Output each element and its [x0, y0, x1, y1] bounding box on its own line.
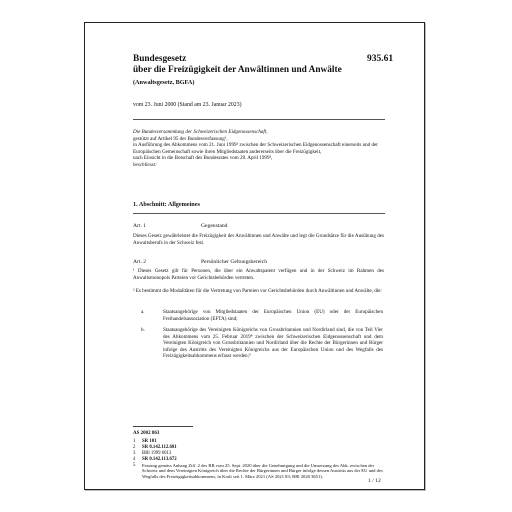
- footnote-number: 1: [133, 439, 136, 444]
- law-title-line-2: über die Freizügigkeit der Anwältinnen und Anwälte: [133, 65, 342, 75]
- preamble-line-1: gestützt auf Artikel 95 der Bundesverfassung¹,: [133, 135, 228, 142]
- list-item-letter: a.: [141, 309, 145, 315]
- official-compilation-ref: AS 2002 863: [133, 431, 160, 436]
- date-line: vom 23. Juni 2000 (Stand am 23. Januar 2023): [133, 102, 242, 108]
- preamble-closing: beschliesst:: [133, 161, 157, 168]
- footnote-text: BBl 1999 6013: [142, 451, 172, 456]
- document-page: [84, 22, 425, 490]
- footnote-number: 3: [133, 451, 136, 456]
- document-number: 935.61: [367, 54, 394, 64]
- footnote-number: 2: [133, 445, 136, 450]
- article-2-paragraph-2: ² Es bestimmt die Modalitäten für die Vertretung von Parteien vor Gerichtsbehörden durch Anwältinnen und Anwälte, die:: [133, 288, 382, 294]
- short-title: (Anwaltsgesetz, BGFA): [133, 79, 195, 86]
- preamble-line-3: nach Einsicht in die Botschaft des Bundesrates vom 28. April 1999³,: [133, 155, 273, 161]
- list-item-text: Staatsangehörige von Mitgliedstaaten der Europäischen Union (EU) oder der Europäischen Freihandelsassoziation (EFTA) sind;: [163, 309, 383, 322]
- article-1-label: Art. 1: [133, 223, 147, 229]
- footnote-number: 4: [133, 457, 136, 462]
- footnote-text: SR 0.142.112.681: [142, 445, 177, 450]
- header-divider: [133, 119, 385, 120]
- law-title-line-1: Bundesgesetz: [133, 54, 187, 64]
- list-item-text: Staatsangehörige des Vereinigten Königreichs von Grossbritannien und Nordirland sind, die von Teil Vier des Abkommens vom 25. Februar 2019⁴ zwischen der Schweizerischen Eidgenossenschaft und dem Vereinigten Königreich von Grossbritannien und Nordirland über die Rechte der Bürgerinnen und Bürger infolge des Austritts des Vereinigten Königreichs aus der Europäischen Union und des Wegfalls des Freizügigkeitsabkommens erfasst werden;⁵: [163, 327, 383, 359]
- section-divider: [133, 213, 385, 214]
- article-2-title: Persönlicher Geltungsbereich: [201, 259, 268, 265]
- article-1-text: Dieses Gesetz gewährleistet die Freizügigkeit der Anwältinnen und Anwälte und legt die Grundsätze für die Ausübung des Anwaltsberufs in der Schweiz fest.: [133, 233, 384, 246]
- footnote-text: SR 0.142.113.672: [142, 457, 177, 462]
- preamble-intro: Die Bundesversammlung der Schweizerischen Eidgenossenschaft,: [133, 129, 268, 135]
- footnote-divider: [133, 426, 193, 427]
- page-number: 1 / 12: [368, 478, 381, 484]
- preamble: [133, 129, 383, 168]
- footnote-text: SR 101: [142, 439, 157, 444]
- footnote-text: Fassung gemäss Anhang Ziff. 2 des BB vom 25. Sept. 2020 über die Genehmigung und die Umsetzung des Abk. zwischen der Schweiz und dem Vereinigten Königreich über die Rechte der Bürgerinnen und Bürger infolge dessen Austritts aus der EU und des Wegfalls des Freizügigkeitsabkommens, in Kraft seit 1. März 2021 (AS 2021 83; BBl 2020 3651).: [142, 463, 383, 479]
- article-2-label: Art. 2: [133, 259, 147, 265]
- article-1-title: Gegenstand: [201, 223, 228, 229]
- footnote-number: 5: [133, 463, 136, 468]
- article-2-paragraph-1: ¹ Dieses Gesetz gilt für Personen, die über ein Anwaltspatent verfügen und in der Schweiz im Rahmen des Anwaltsmonopols Parteien vor Gerichtsbehörden vertreten.: [133, 268, 384, 281]
- list-item-letter: b.: [141, 327, 145, 333]
- section-heading: 1. Abschnitt: Allgemeines: [133, 201, 200, 208]
- preamble-line-2: in Ausführung des Abkommens vom 21. Juni 1999² zwischen der Schweizerischen Eidgenossenschaft einerseits und der Europäischen Gemeinschaft sowie ihren Mitgliedstaaten andererseits über die Freizügigkeit,: [133, 142, 378, 155]
